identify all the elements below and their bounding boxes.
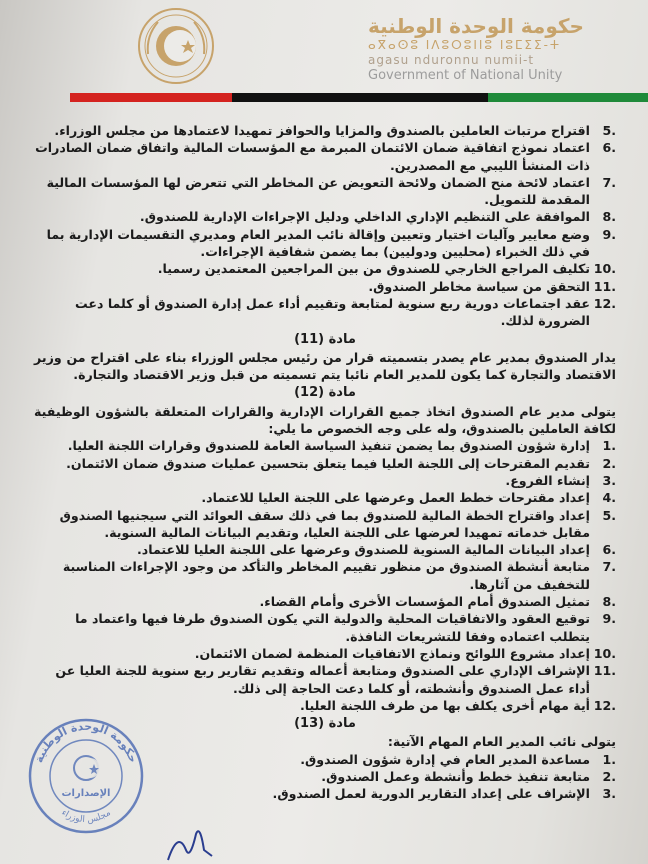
list-item: 12. عقد اجتماعات دورية ربع سنوية لمتابعة وتقييم أداء عمل إدارة الصندوق أو كلما دعت الضرورة لذلك. — [75, 295, 616, 329]
list-item: 5. اقتراح مرتبات العاملين بالصندوق والمزايا والحوافز تمهيدا لاعتمادها من مجلس الوزراء. — [54, 123, 616, 138]
list-item: 3. الإشراف على إعداد التقارير الدورية لعمل الصندوق. — [272, 786, 616, 802]
list-continued — [34, 122, 616, 330]
article-12-heading: مادة (12) — [294, 385, 356, 401]
article-12-intro: يتولى مدير عام الصندوق اتخاذ جميع القرارات الإدارية والقرارات المتعلقة بالشؤون الوظيفية لكافة العاملين بالصندوق، وله على وجه الخصوص ما يلي: — [34, 403, 616, 437]
letterhead-arabic: حكومة الوحدة الوطنية — [368, 14, 584, 38]
list-item: 7. متابعة أنشطة الصندوق من منظور تقييم المخاطر والتأكد من وجود الإجراءات المناسبة للتخفيف من آثارها. — [62, 559, 616, 592]
list-item: 11. التحقق من سياسة مخاطر الصندوق. — [368, 278, 616, 294]
article-13-intro: يتولى نائب المدير العام المهام الآتية: — [387, 734, 616, 750]
list-item: 4. إعداد مقترحات خطط العمل وعرضها على اللجنة العليا للاعتماد. — [201, 490, 616, 506]
svg-text:حكومة الوحدة الوطنية — [32, 720, 140, 765]
list-item: 9. توقيع العقود والاتفاقيات المحلية والدولية التي يكون الصندوق طرفا فيها واعتماد ما يتطلب اعتماده وفقا للتشريعات النافذة. — [75, 611, 616, 644]
list-item: 6. اعتماد نموذج اتفاقية ضمان الائتمان المبرمة مع المؤسسات المالية واتفاق ضمان الصادرات ذات المنشأ الليبي مع المصدرين. — [35, 140, 616, 173]
svg-text:مجلس الوزراء — [59, 808, 112, 825]
list-item: 2. تقديم المقترحات إلى اللجنة العليا فيما يتعلق بتحسين عمليات صندوق ضمان الائتمان. — [66, 455, 616, 471]
stamp-center-text: الإصدارات — [61, 788, 111, 799]
letterhead-english: Government of National Unity — [368, 68, 563, 83]
article-11-heading: مادة (11) — [294, 331, 356, 347]
list-item: 8. الموافقة على التنظيم الإداري الداخلي ودليل الإجراءات الإدارية للصندوق. — [139, 209, 616, 225]
list-item: 2. متابعة تنفيذ خطط وأنشطة وعمل الصندوق. — [321, 768, 616, 784]
letterhead-tifinagh: ⴰⴳⴰⵙⵓ ⵏⴷⵓⵔⵓⵏⵏⵓ ⵏⵓⵎⵉⵉ-ⵜ — [368, 38, 562, 52]
list-item: 1. مساعدة المدير العام في إدارة شؤون الصندوق. — [300, 751, 616, 767]
list-item: 9. وضع معايير وآليات اختيار وتعيين وإقالة نائب المدير العام ومديري التقسيمات الإدارية بما في ذلك الخبراء (محليين ودوليين) بما يضمن شفافية الإجراءات. — [46, 226, 616, 260]
list-item: 10. تكليف المراجع الخارجي للصندوق من بين المراجعين المعتمدين رسميا. — [157, 261, 616, 277]
letterhead — [0, 0, 648, 110]
list-item: 7. اعتماد لائحة منح الضمان ولائحة التعويض عن المخاطر التي تتعرض لها المؤسسات المالية المقدمة للتمويل. — [46, 174, 616, 208]
flag-stripe — [70, 93, 648, 102]
official-stamp-icon — [26, 716, 146, 836]
article-12-list — [34, 437, 616, 714]
libya-emblem-icon — [136, 6, 216, 86]
list-item: 11. الإشراف الإداري على الصندوق ومتابعة أعماله وتقديم تقارير ربع سنوية للجنة العليا عن أداء عمل الصندوق وأنشطته، أو كلما دعت الحاجة إلى ذلك. — [55, 663, 616, 696]
list-item: 1. إدارة شؤون الصندوق بما يضمن تنفيذ السياسة العامة للصندوق وقرارات اللجنة العليا. — [67, 438, 616, 454]
article-13-heading: مادة (13) — [294, 716, 356, 732]
stamp-top-text: حكومة الوحدة الوطنية — [32, 719, 140, 765]
signature-icon — [160, 820, 220, 864]
letterhead-amazigh: agasu nduronnu numii-t — [368, 53, 535, 67]
stamp-bottom-text: مجلس الوزراء — [59, 807, 113, 826]
list-item: 8. تمثيل الصندوق أمام المؤسسات الأخرى وأمام القضاء. — [259, 594, 616, 610]
list-item: 3. إنشاء الفروع. — [505, 472, 616, 488]
list-item: 12. أية مهام أخرى يكلف بها من طرف اللجنة العليا. — [299, 697, 616, 713]
article-11-text: يدار الصندوق بمدير عام يصدر بتسميته قرار من رئيس مجلس الوزراء بناء على اقتراح من وزير الاقتصاد والتجارة كما يكون للمدير العام نائبا يتم تسميته من قبل وزير الاقتصاد والتجارة. — [34, 349, 616, 383]
document-body — [34, 122, 616, 803]
list-item: 5. إعداد واقتراح الخطة المالية للصندوق بما في ذلك سقف العوائد التي سيجنيها الصندوق مقابل خدماته تمهيدا لعرضها على اللجنة العليا، وتقديم البيانات المالية السنوية. — [59, 507, 616, 540]
list-item: 6. إعداد البيانات المالية السنوية للصندوق وعرضها على اللجنة العليا للاعتماد. — [137, 542, 616, 558]
list-item: 10. إعداد مشروع اللوائح ونماذج الاتفاقيات المنظمة لضمان الائتمان. — [194, 645, 616, 661]
